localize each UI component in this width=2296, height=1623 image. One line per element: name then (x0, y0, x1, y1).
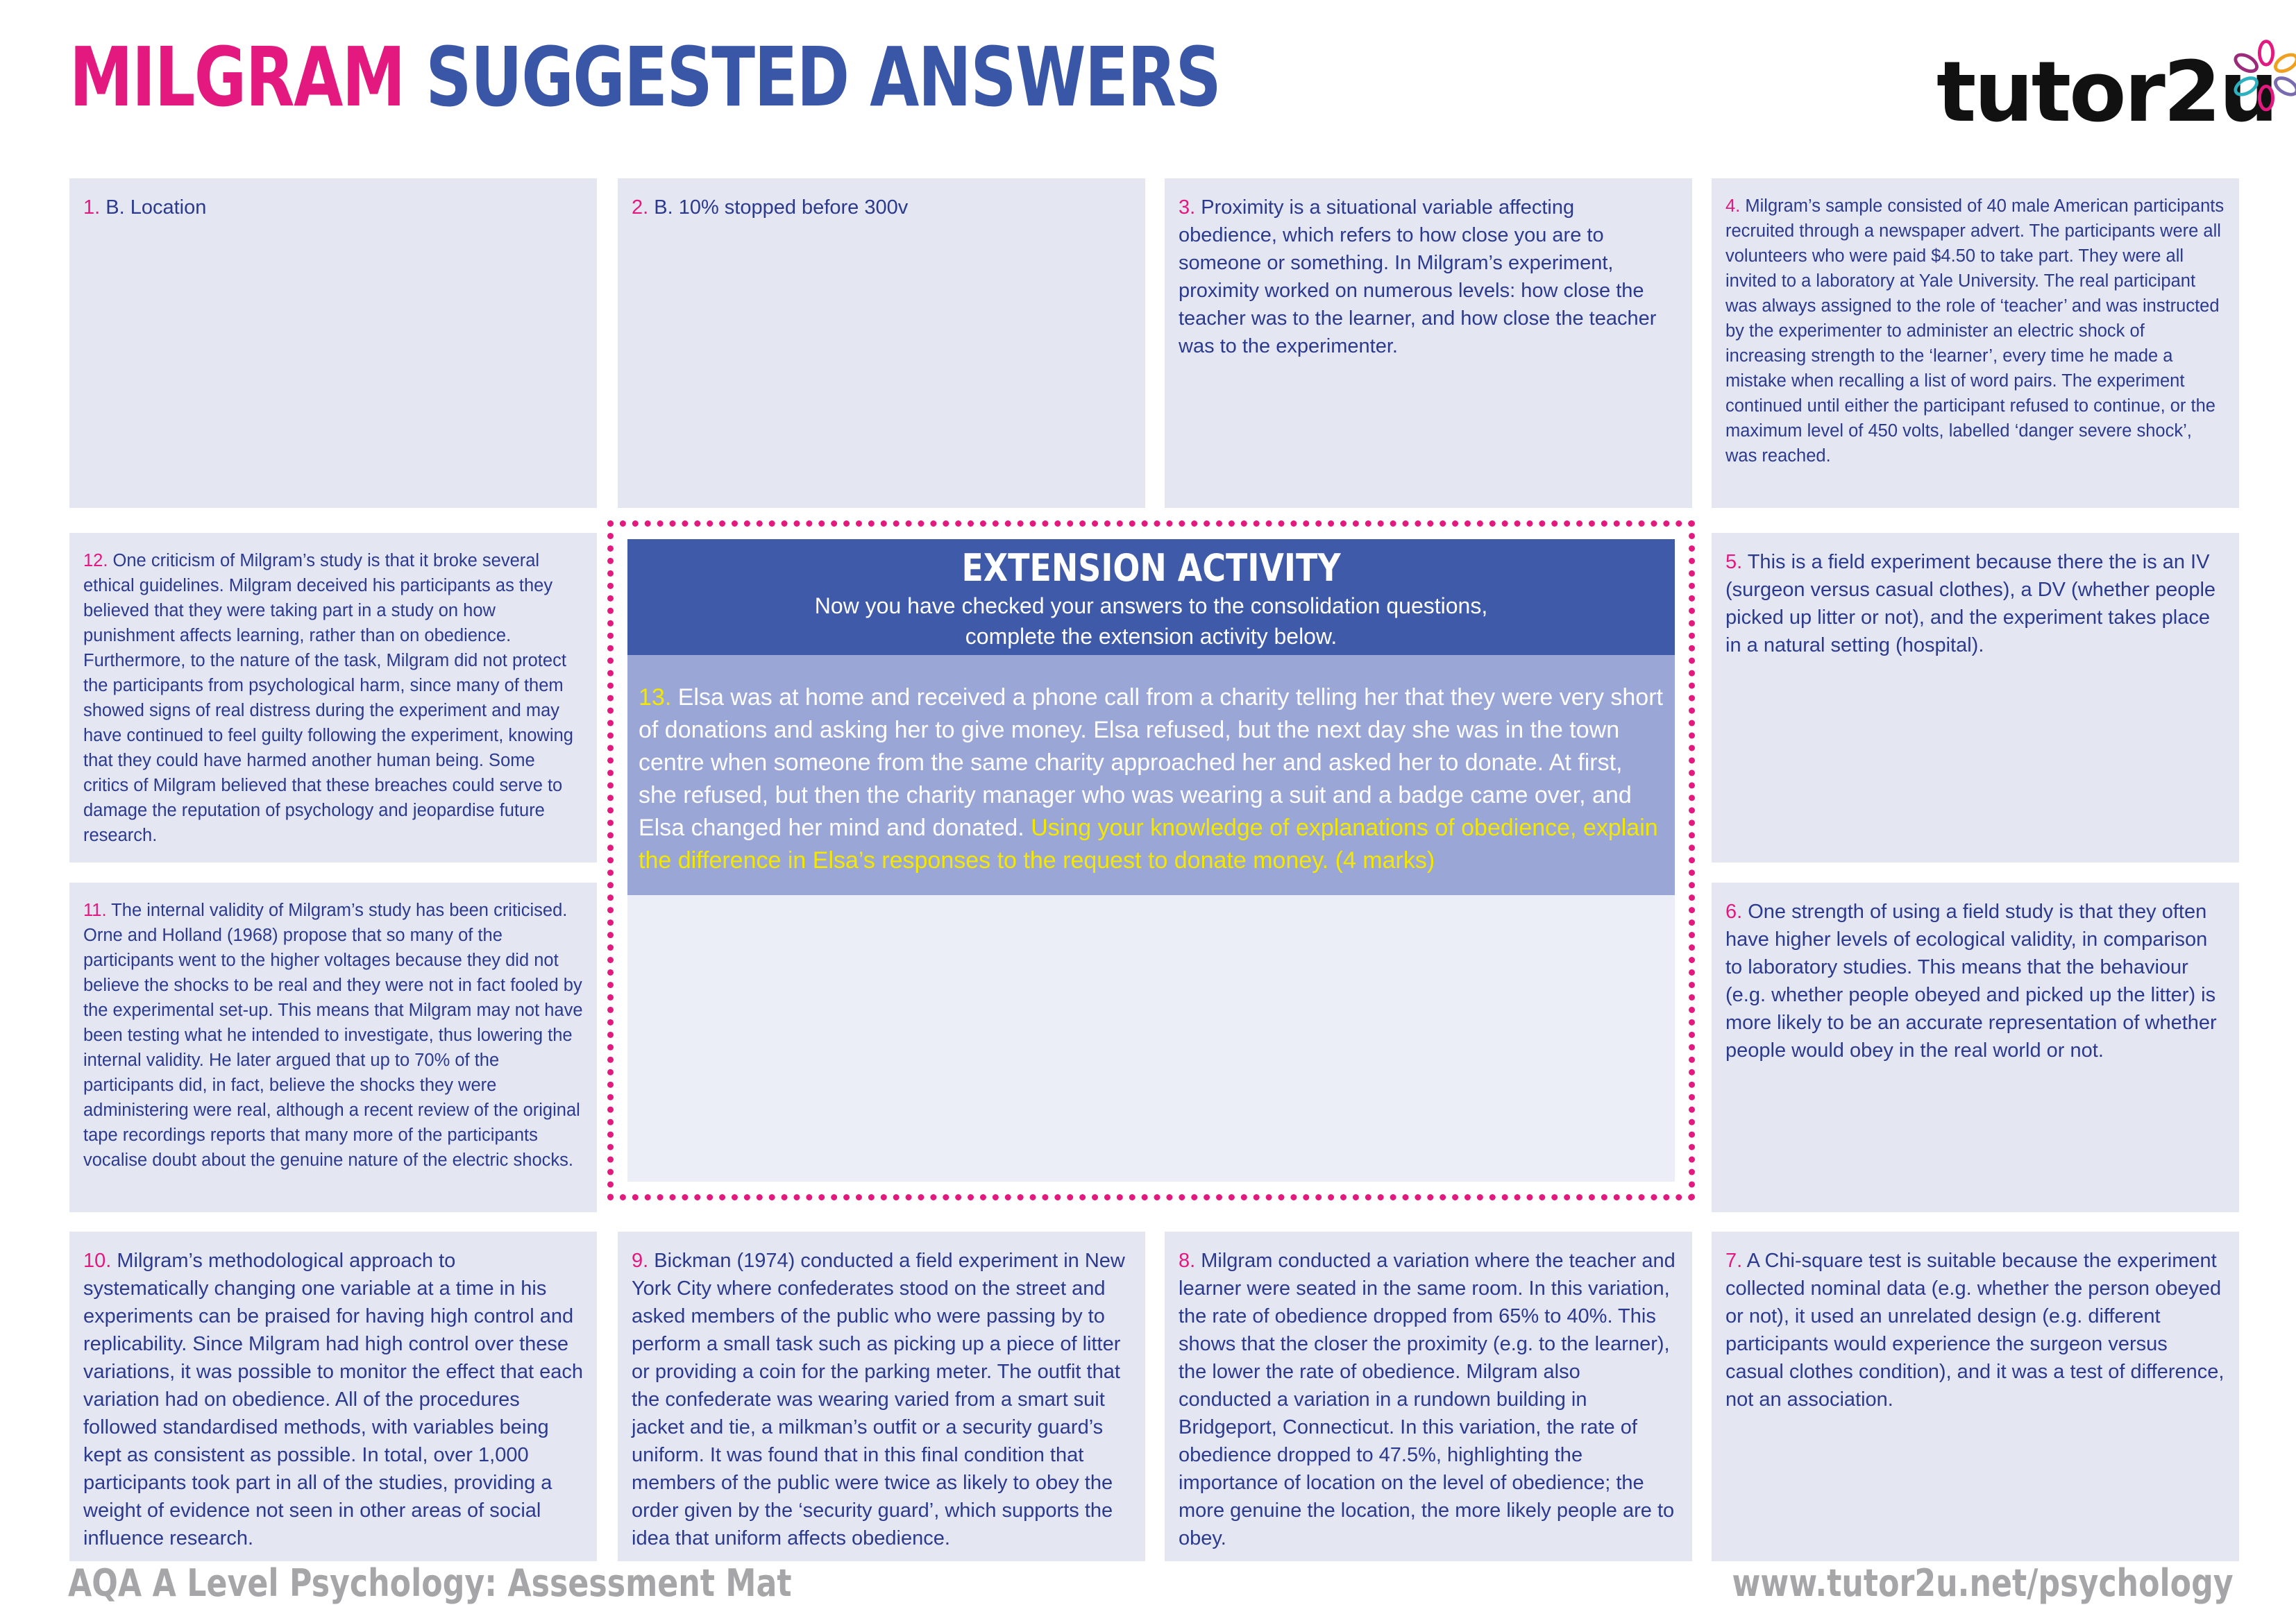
answer-card-1 (69, 178, 597, 508)
answer-number: 11. (83, 901, 107, 920)
answer-card-10 (69, 1232, 597, 1561)
extension-header (627, 539, 1675, 655)
answer-text: The internal validity of Milgram’s study has been criticised. Orne and Holland (1968) propose that so many of the participants went to the higher voltages because they did not believe the shocks to be real and they were not in fact fooled by the experimental set-up. This means that Milgram may not have been testing what he intended to investigate, thus lowering the internal validity. He later argued that up to 70% of the participants did, in fact, believe the shocks they were administering were real, although a recent review of the original tape recordings reports that many more of the participants vocalise doubt about the genuine nature of the electric shocks. (83, 901, 583, 1170)
title-suggested-answers: SUGGESTED ANSWERS (425, 29, 1221, 125)
tutor2u-logo (1936, 35, 2296, 146)
answer-number: 12. (83, 551, 108, 570)
flower-icon (2225, 35, 2296, 118)
answer-number: 10. (83, 1250, 112, 1272)
page-title (69, 29, 1221, 125)
answer-text: Milgram’s methodological approach to systematically changing one variable at a time in his experiments can be praised for having high control and replicability. Since Milgram had high control over these variations, it was possible to monitor the effect that each variation had on obedience. All of the procedures followed standardised methods, with variables being kept as consistent as possible. In total, over 1,000 participants took part in all of the studies, providing a weight of evidence not seen in other areas of social influence research. (83, 1250, 584, 1549)
answer-number: 8. (1179, 1250, 1196, 1272)
extension-subtitle-line-1: Now you have checked your answers to the consolidation questions, (814, 593, 1488, 618)
answer-number: 1. (83, 196, 101, 219)
extension-title: EXTENSION ACTIVITY (961, 546, 1341, 590)
answer-card-11 (69, 883, 597, 1212)
extension-answer-area[interactable] (627, 895, 1675, 1182)
answer-card-5 (1712, 533, 2239, 863)
question-number: 13. (639, 684, 672, 711)
answer-card-7 (1712, 1232, 2239, 1561)
answer-text: Milgram conducted a variation where the teacher and learner were seated in the same room. In this variation, the rate of obedience dropped from 65% to 40%. This shows that the closer the proximity (e.g. to the learner), the lower the rate of obedience. Milgram also conducted a variation in a rundown building in Bridgeport, Connecticut. In this variation, the rate of obedience dropped to 47.5%, highlighting the importance of location on the level of obedience; the more genuine the location, the more likely people are to obey. (1179, 1250, 1675, 1549)
answer-text: Bickman (1974) conducted a field experiment in New York City where confederates stood on the street and asked members of the public who were passing by to perform a small task such as picking up a piece of litter or providing a coin for the parking meter. The outfit that the confederate was wearing varied from a smart suit jacket and tie, a milkman’s outfit or a security guard’s uniform. It was found that in this final condition that members of the public were twice as likely to obey the order given by the ‘security guard’, which supports the idea that uniform affects obedience. (632, 1250, 1125, 1549)
answer-number: 3. (1179, 196, 1196, 219)
answer-card-2 (618, 178, 1145, 508)
question-scenario: Elsa was at home and received a phone call from a charity telling her that they were very short of donations and asking her to give money. Elsa refused, but the next day she was in the town centre when someone from the same charity approached her and asked her to donate. At first, she refused, but then the charity manager who was wearing a suit and a badge came over, and Elsa changed her mind and donated. (639, 684, 1663, 841)
answer-card-12 (69, 533, 597, 863)
answer-card-6 (1712, 883, 2239, 1212)
answer-text: One strength of using a field study is that they often have higher levels of ecological validity, in comparison to laboratory studies. This means that the behaviour (e.g. whether people obeyed and picked up the litter) is more likely to be an accurate representation of whether people would obey in the real world or not. (1725, 901, 2217, 1062)
answer-text: One criticism of Milgram’s study is that it broke several ethical guidelines. Milgram deceived his participants as they believed that they were taking part in a study on how punishment affects learning, rather than on obedience. Furthermore, to the nature of the task, Milgram did not protect the participants from psychological harm, since many of them showed signs of real distress during the experiment and may have continued to feel guilty following the experiment, knowing that they could have harmed another human being. Some critics of Milgram believed that these breaches could serve to damage the reputation of psychology and jeopardise future research. (83, 551, 573, 845)
answer-text: A Chi-square test is suitable because the experiment collected nominal data (e.g. whether the person obeyed or not), it used an unrelated design (e.g. different participants would experience the surgeon versus casual clothes condition), and it was a test of difference, not an association. (1725, 1250, 2225, 1411)
answer-text: B. 10% stopped before 300v (648, 196, 909, 219)
extension-question (627, 655, 1675, 895)
question-instruction: Using your knowledge of explanations of obedience, explain the difference in Elsa’s responses to the request to donate money. (4 marks) (639, 815, 1658, 874)
answer-number: 5. (1725, 551, 1743, 573)
answer-card-3 (1165, 178, 1692, 508)
answer-text: Milgram’s sample consisted of 40 male American participants recruited through a newspaper advert. The participants were all volunteers who were paid $4.50 to take part. They were all invited to a laboratory at Yale University. The real participant was always assigned to the role of ‘teacher’ and was instructed by the experimenter to administer an electric shock of increasing strength to the ‘learner’, every time he made a mistake when recalling a list of word pairs. The experiment continued until either the participant refused to continue, or the maximum level of 450 volts, labelled ‘danger severe shock’, was reached. (1725, 196, 2225, 466)
footer-course-label: AQA A Level Psychology: Assessment Mat (68, 1561, 792, 1605)
logo-text: tutor2u (1936, 44, 2277, 141)
answer-number: 9. (632, 1250, 649, 1272)
answer-card-8 (1165, 1232, 1692, 1561)
answer-text: B. Location (100, 196, 207, 219)
extension-activity-panel (607, 520, 1695, 1200)
answer-number: 7. (1725, 1250, 1743, 1272)
answer-card-4 (1712, 178, 2239, 508)
extension-subtitle-line-2: complete the extension activity below. (965, 624, 1337, 649)
answer-text: Proximity is a situational variable affecting obedience, which refers to how close you are to someone or something. In Milgram’s experiment, proximity worked on numerous levels: how close the teacher was to the learner, and how close the teacher was to the experimenter. (1179, 196, 1657, 357)
answer-text: This is a field experiment because there the is an IV (surgeon versus casual clothes), a DV (whether people picked up litter or not), and the experiment takes place in a natural setting (hospital). (1725, 551, 2216, 656)
title-milgram: MILGRAM (69, 29, 405, 125)
answer-card-9 (618, 1232, 1145, 1561)
answer-number: 4. (1725, 196, 1741, 216)
footer-website-link[interactable]: www.tutor2u.net/psychology (1732, 1561, 2234, 1605)
answer-number: 6. (1725, 901, 1743, 923)
answer-number: 2. (632, 196, 649, 219)
